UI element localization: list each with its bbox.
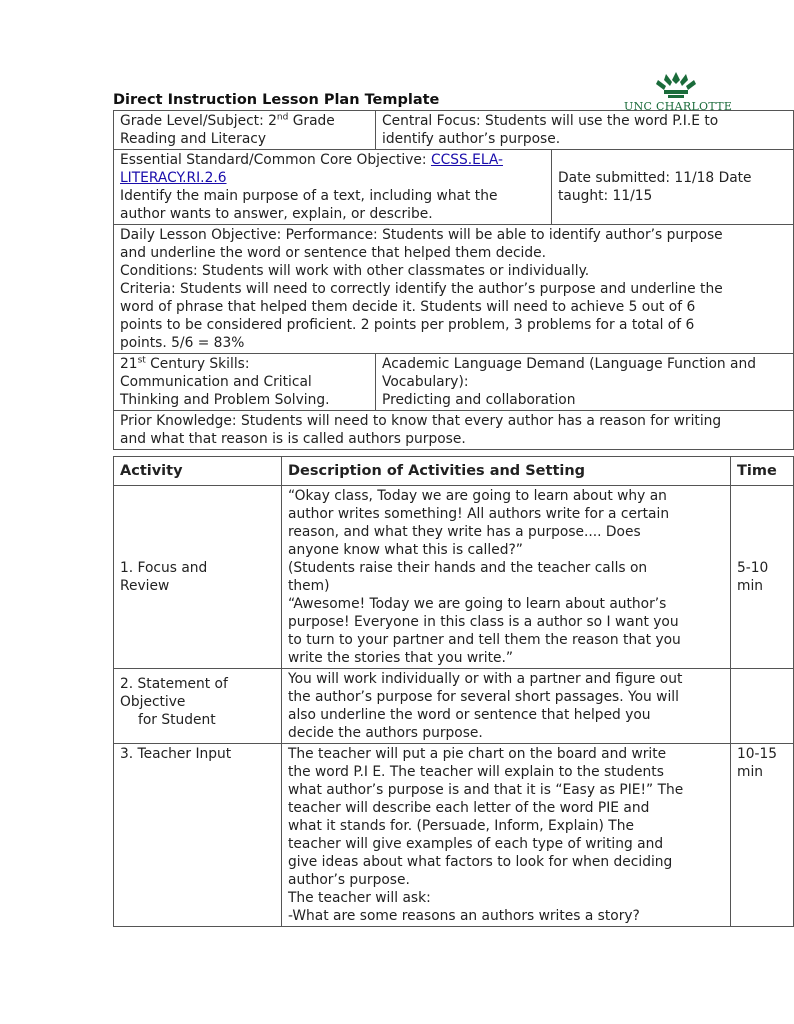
document-title: Direct Instruction Lesson Plan Template [113,92,440,108]
grade-focus-row [114,111,794,150]
description-line: also underline the word or sentence that helped you [288,707,651,723]
century-skills-cell [114,354,376,411]
objective-line: Conditions: Students will work with other classmates or individually. [120,263,590,279]
prior-knowledge-cell [114,411,794,450]
description-line: anyone know what this is called?” [288,542,523,558]
objective-cell [114,225,794,354]
date-line2: taught: 11/15 [558,188,653,204]
activity-name: 2. Statement of [120,676,228,692]
logo-text: UNC CHARLOTTE [624,100,733,113]
description-line: “Okay class, Today we are going to learn about why an [288,488,667,504]
skills-sup: st [137,355,146,366]
description-line: teacher will describe each letter of the word PIE and [288,800,650,816]
activity-name: Objective [120,694,186,710]
description-line: (Students raise their hands and the teacher calls on [288,560,648,576]
description-line: author writes something! All authors write for a certain [288,506,670,522]
description-line: “Awesome! Today we are going to learn about author’s [288,596,667,612]
activity-name: 3. Teacher Input [120,746,232,762]
time-unit: min [737,764,764,780]
description-line: what author’s purpose is and that it is “Easy as PIE!” The [288,782,684,798]
standard-prefix: Essential Standard/Common Core Objective: [120,152,431,168]
time-value: 5-10 [737,560,769,576]
date-line1: Date submitted: 11/18 Date [558,170,752,186]
activity-description-cell [282,744,731,927]
skills-prefix: 21 [120,356,138,372]
description-line: teacher will give examples of each type of writing and [288,836,664,852]
time-unit: min [737,578,764,594]
central-focus-line2: identify author’s purpose. [382,131,561,147]
central-focus-line1: Central Focus: Students will use the word P.I.E to [382,113,719,129]
description-line: give ideas about what factors to look for when deciding [288,854,673,870]
activity-name-cell [114,486,282,669]
description-line: decide the authors purpose. [288,725,483,741]
description-line: them) [288,578,330,594]
activities-header-row [114,457,794,486]
description-line: author’s purpose. [288,872,410,888]
description-line: the word P.I E. The teacher will explain to the students [288,764,664,780]
activity-time-cell [731,669,794,744]
objective-line: points to be considered proficient. 2 points per problem, 3 problems for a total of 6 [120,317,695,333]
objective-line: Criteria: Students will need to correctly identify the author’s purpose and underline the [120,281,723,297]
academic-line2: Vocabulary): [382,374,469,390]
prior-knowledge-row [114,411,794,450]
activity-name-cell [114,744,282,927]
grade-level-cell [114,111,376,150]
lesson-info-table [113,110,794,450]
standard-desc-line1: Identify the main purpose of a text, including what the [120,188,498,204]
description-line: to turn to your partner and tell them the reason that you [288,632,681,648]
time-value: 10-15 [737,746,778,762]
prior-line1: Prior Knowledge: Students will need to know that every author has a reason for writing [120,413,722,429]
objective-line: word of phrase that helped them decide it. Students will need to achieve 5 out of 6 [120,299,696,315]
central-focus-cell [376,111,794,150]
skills-suffix: Century Skills: [145,356,250,372]
description-line: You will work individually or with a partner and figure out [288,671,683,687]
activity-description-cell [282,669,731,744]
activity-name: 1. Focus and [120,560,208,576]
academic-line1: Academic Language Demand (Language Function and [382,356,756,372]
date-cell [552,150,794,225]
standard-cell [114,150,552,225]
header-time: Time [731,457,794,486]
unc-charlotte-crown-icon [654,70,698,102]
skills-line2: Communication and Critical [120,374,312,390]
description-line: purpose! Everyone in this class is a author so I want you [288,614,679,630]
description-line: -What are some reasons an authors writes a story? [288,908,640,924]
skills-row [114,354,794,411]
objective-line: points. 5/6 = 83% [120,335,245,351]
description-line: the author’s purpose for several short passages. You will [288,689,679,705]
standard-date-row [114,150,794,225]
grade-level-suffix: Grade [288,113,335,129]
activity-time-cell [731,486,794,669]
prior-line2: and what that reason is is called authors purpose. [120,431,466,447]
grade-level-sup: nd [276,112,289,123]
description-line: write the stories that you write.” [288,650,514,666]
description-line: The teacher will put a pie chart on the board and write [288,746,667,762]
activity-row-focus-review [114,486,794,669]
activity-name: for Student [138,712,216,728]
activities-table [113,456,794,927]
objective-line: Daily Lesson Objective: Performance: Students will be able to identify author’s purpose [120,227,723,243]
activity-description-cell [282,486,731,669]
activity-name: Review [120,578,170,594]
academic-line3: Predicting and collaboration [382,392,576,408]
subject-text: Reading and Literacy [120,131,267,147]
academic-language-cell [376,354,794,411]
objective-line: and underline the word or sentence that helped them decide. [120,245,547,261]
description-line: The teacher will ask: [288,890,431,906]
activity-time-cell [731,744,794,927]
standard-link-part2[interactable]: LITERACY.RI.2.6 [120,170,227,186]
skills-line3: Thinking and Problem Solving. [120,392,330,408]
activity-row-teacher-input [114,744,794,927]
header-description: Description of Activities and Setting [282,457,731,486]
header-activity: Activity [114,457,282,486]
standard-link-part1[interactable]: CCSS.ELA- [430,152,503,168]
standard-desc-line2: author wants to answer, explain, or describe. [120,206,433,222]
activity-name-cell [114,669,282,744]
grade-level-prefix: Grade Level/Subject: 2 [120,113,277,129]
description-line: what it stands for. (Persuade, Inform, Explain) The [288,818,634,834]
description-line: reason, and what they write has a purpose.... Does [288,524,641,540]
objective-row [114,225,794,354]
activity-row-statement-objective [114,669,794,744]
